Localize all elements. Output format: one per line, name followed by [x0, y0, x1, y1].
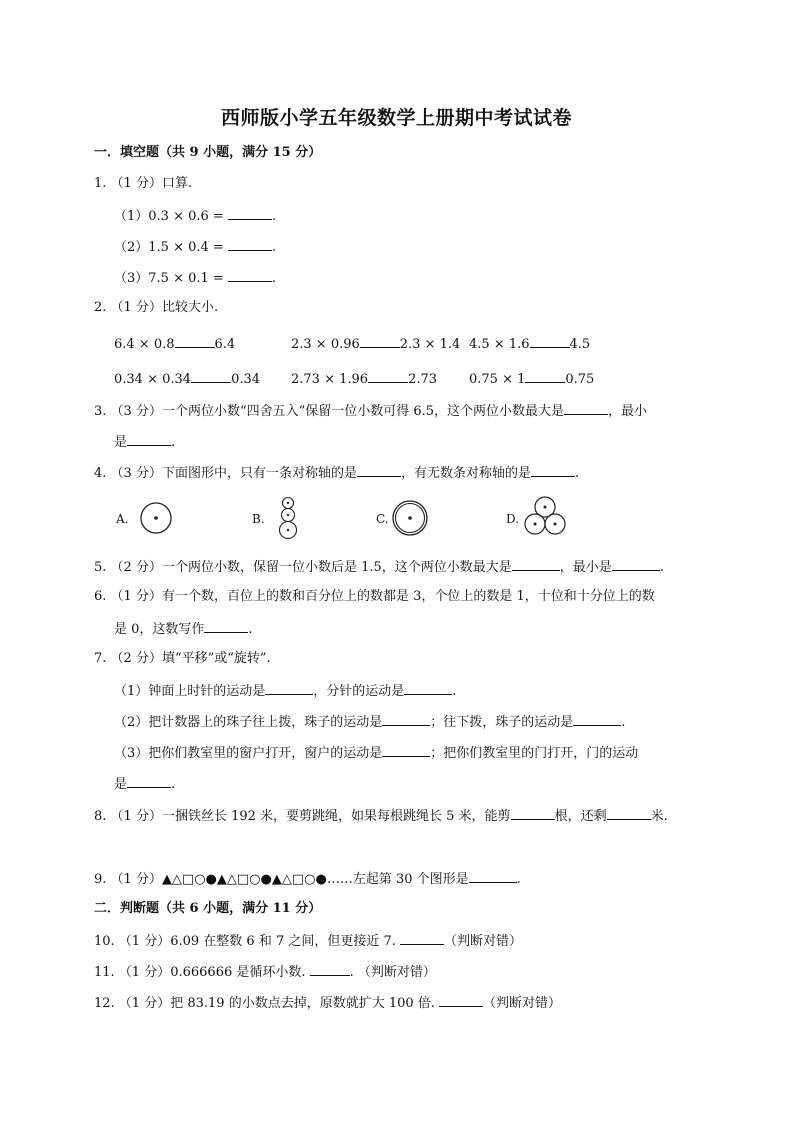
answer-blank[interactable] — [607, 806, 651, 820]
section-heading-fill-blank: 一．填空题（共 9 小题，满分 15 分） — [94, 145, 322, 160]
question-12: 12. （1 分）把 83.19 的小数点去掉，原数就扩大 100 倍. （判断对错） — [94, 993, 561, 1013]
answer-blank[interactable] — [439, 993, 483, 1007]
question-6-line-1: 6. （1 分）有一个数，百位上的数和百分位上的数都是 3，个位上的数是 1，十位和十分位上的数 — [94, 589, 655, 604]
shape-options — [110, 494, 570, 542]
question-3-line-2: 是 . — [114, 432, 175, 452]
answer-blank[interactable] — [127, 774, 171, 788]
compare-item: 2.73 × 1.96 2.73 — [291, 369, 437, 387]
answer-blank[interactable] — [360, 334, 400, 348]
question-7-sub-3: （3）把你们教室里的窗户打开，窗户的运动是 ；把你们教室里的门打开，门的运动 — [114, 743, 638, 763]
answer-blank[interactable] — [382, 712, 430, 726]
answer-blank[interactable] — [310, 962, 350, 976]
answer-blank[interactable] — [204, 619, 248, 633]
question-4-stem: 4. （3 分）下面图形中，只有一条对称轴的是 ，有无数条对称轴的是 . — [94, 463, 579, 483]
answer-blank[interactable] — [382, 743, 430, 757]
answer-blank[interactable] — [127, 432, 171, 446]
question-6-line-2: 是 0，这数写作 . — [114, 619, 253, 639]
question-9: 9. （1 分）▲△□○●▲△□○●▲△□○●……左起第 30 个图形是 . — [94, 869, 521, 889]
question-1-item-2: （2）1.5 × 0.4 = . — [114, 237, 276, 257]
concentric-circles-icon — [390, 498, 430, 538]
question-1-item-3: （3）7.5 × 0.1 = . — [114, 268, 276, 288]
option-label-c: C. — [376, 512, 389, 526]
question-1-item-1: （1）0.3 × 0.6 = . — [114, 206, 276, 226]
compare-item: 6.4 × 0.8 6.4 — [114, 334, 235, 352]
answer-blank[interactable] — [531, 463, 575, 477]
answer-blank[interactable] — [525, 369, 565, 383]
answer-blank[interactable] — [357, 463, 401, 477]
option-label-a: A. — [116, 512, 129, 526]
answer-blank[interactable] — [228, 206, 272, 220]
option-label-d: D. — [506, 512, 520, 526]
answer-blank[interactable] — [228, 268, 272, 282]
question-5: 5. （2 分）一个两位小数，保留一位小数后是 1.5，这个两位小数最大是 ，最小是 . — [94, 557, 664, 577]
answer-blank[interactable] — [512, 557, 560, 571]
compare-item: 0.34 × 0.34 0.34 — [114, 369, 260, 387]
question-3-line-1: 3. （3 分）一个两位小数“四舍五入”保留一位小数可得 6.5，这个两位小数最大是 ，最小 — [94, 401, 647, 421]
answer-blank[interactable] — [400, 931, 444, 945]
answer-blank[interactable] — [573, 712, 621, 726]
question-7-sub-1: （1）钟面上时针的运动是 ，分针的运动是 . — [114, 681, 456, 701]
answer-blank[interactable] — [612, 557, 660, 571]
answer-blank[interactable] — [175, 334, 215, 348]
single-circle-icon — [138, 500, 174, 536]
answer-blank[interactable] — [469, 869, 517, 883]
answer-blank[interactable] — [228, 237, 272, 251]
question-1-stem: 1. （1 分）口算. — [94, 176, 193, 191]
answer-blank[interactable] — [511, 806, 555, 820]
option-label-b: B. — [252, 512, 265, 526]
answer-blank[interactable] — [368, 369, 408, 383]
compare-item: 0.75 × 1 0.75 — [469, 369, 594, 387]
answer-blank[interactable] — [191, 369, 231, 383]
question-8: 8. （1 分）一捆铁丝长 192 米，要剪跳绳，如果每根跳绳长 5 米，能剪 根，还剩 米. — [94, 806, 668, 826]
question-7-stem: 7. （2 分）填“平移”或“旋转”. — [94, 651, 271, 666]
answer-blank[interactable] — [530, 334, 570, 348]
page-title: 西师版小学五年级数学上册期中考试试卷 — [220, 107, 572, 129]
question-10: 10. （1 分）6.09 在整数 6 和 7 之间，但更接近 7. （判断对错） — [94, 931, 522, 951]
question-7-sub-2: （2）把计数器上的珠子往上拨，珠子的运动是 ；往下拨，珠子的运动是 . — [114, 712, 625, 732]
triple-circles-icon — [522, 494, 568, 538]
stacked-circles-icon — [276, 494, 300, 542]
compare-item: 2.3 × 0.96 2.3 × 1.4 — [291, 334, 460, 352]
answer-blank[interactable] — [404, 681, 452, 695]
question-11: 11. （1 分）0.666666 是循环小数. . （判断对错） — [94, 962, 436, 982]
question-2-stem: 2. （1 分）比较大小. — [94, 300, 219, 315]
question-7-sub-3-cont: 是 . — [114, 774, 175, 794]
compare-item: 4.5 × 1.6 4.5 — [469, 334, 590, 352]
answer-blank[interactable] — [265, 681, 313, 695]
answer-blank[interactable] — [564, 401, 608, 415]
section-heading-true-false: 二．判断题（共 6 小题，满分 11 分） — [94, 901, 322, 916]
